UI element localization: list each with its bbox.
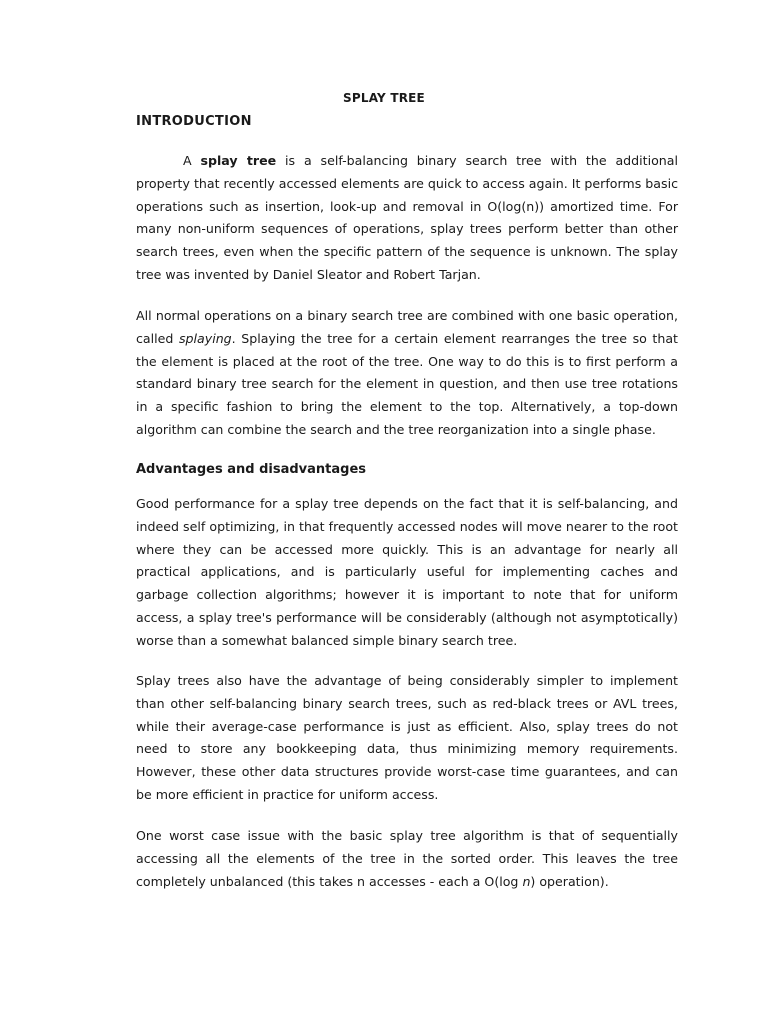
term-splay-tree: splay tree [200, 153, 277, 168]
advantages-paragraph-2: Splay trees also have the advantage of being considerably simpler to implement than other self-balancing binary search trees, such as red-black trees or AVL trees, while their average-case performance is just as efficient. Also, splay trees do not need to store any bookkeeping data, thus minimizing memory requirements. However, these other data structures provide worst-case time guarantees, and can be more efficient in practice for uniform access. [136, 673, 678, 802]
advantages-heading: Advantages and disadvantages [136, 462, 367, 477]
introduction-heading: INTRODUCTION [136, 114, 252, 129]
intro-paragraph-2 [136, 305, 678, 442]
intro-paragraph-1 [136, 150, 678, 287]
advantages-paragraph-3 [136, 825, 678, 893]
advantages-paragraph-1: Good performance for a splay tree depends on the fact that it is self-balancing, and indeed self optimizing, in that frequently accessed nodes will move nearer to the root where they can be accessed more quickly. This is an advantage for nearly all practical applications, and is particularly useful for implementing caches and garbage collection algorithms; however it is important to note that for uniform access, a splay tree's performance will be considerably (although not asymptotically) worse than a somewhat balanced simple binary search tree. [136, 496, 678, 648]
document-title: SPLAY TREE [343, 91, 425, 105]
term-n: n [522, 873, 531, 889]
p2-lead: All normal operations on a binary search tree are combined with one basic operation, called [136, 308, 678, 346]
p5-rest: ) operation). [530, 873, 609, 889]
p5-lead: One worst case issue with the basic splay tree algorithm is that of sequentially accessing all the elements of the tree in the sorted order. This leaves the tree completely unbalanced (this takes n accesses - each a O(log [136, 828, 678, 889]
p2-rest: . Splaying the tree for a certain element rearranges the tree so that the element is placed at the root of the tree. One way to do this is to first perform a standard binary tree search for the element in question, and then use tree rotations in a specific fashion to bring the element to the top. Alternatively, a top-down algorithm can combine the search and the tree reorganization into a single phase. [136, 330, 678, 437]
p1-lead: A [183, 153, 201, 168]
p1-rest: is a self-balancing binary search tree with the additional property that recently accessed elements are quick to access again. It performs basic operations such as insertion, look-up and removal in O(log(n)) amortized time. For many non-uniform sequences of operations, splay trees perform better than other search trees, even when the specific pattern of the sequence is unknown. The splay tree was invented by Daniel Sleator and Robert Tarjan. [136, 153, 678, 282]
term-splaying: splaying [178, 330, 232, 346]
